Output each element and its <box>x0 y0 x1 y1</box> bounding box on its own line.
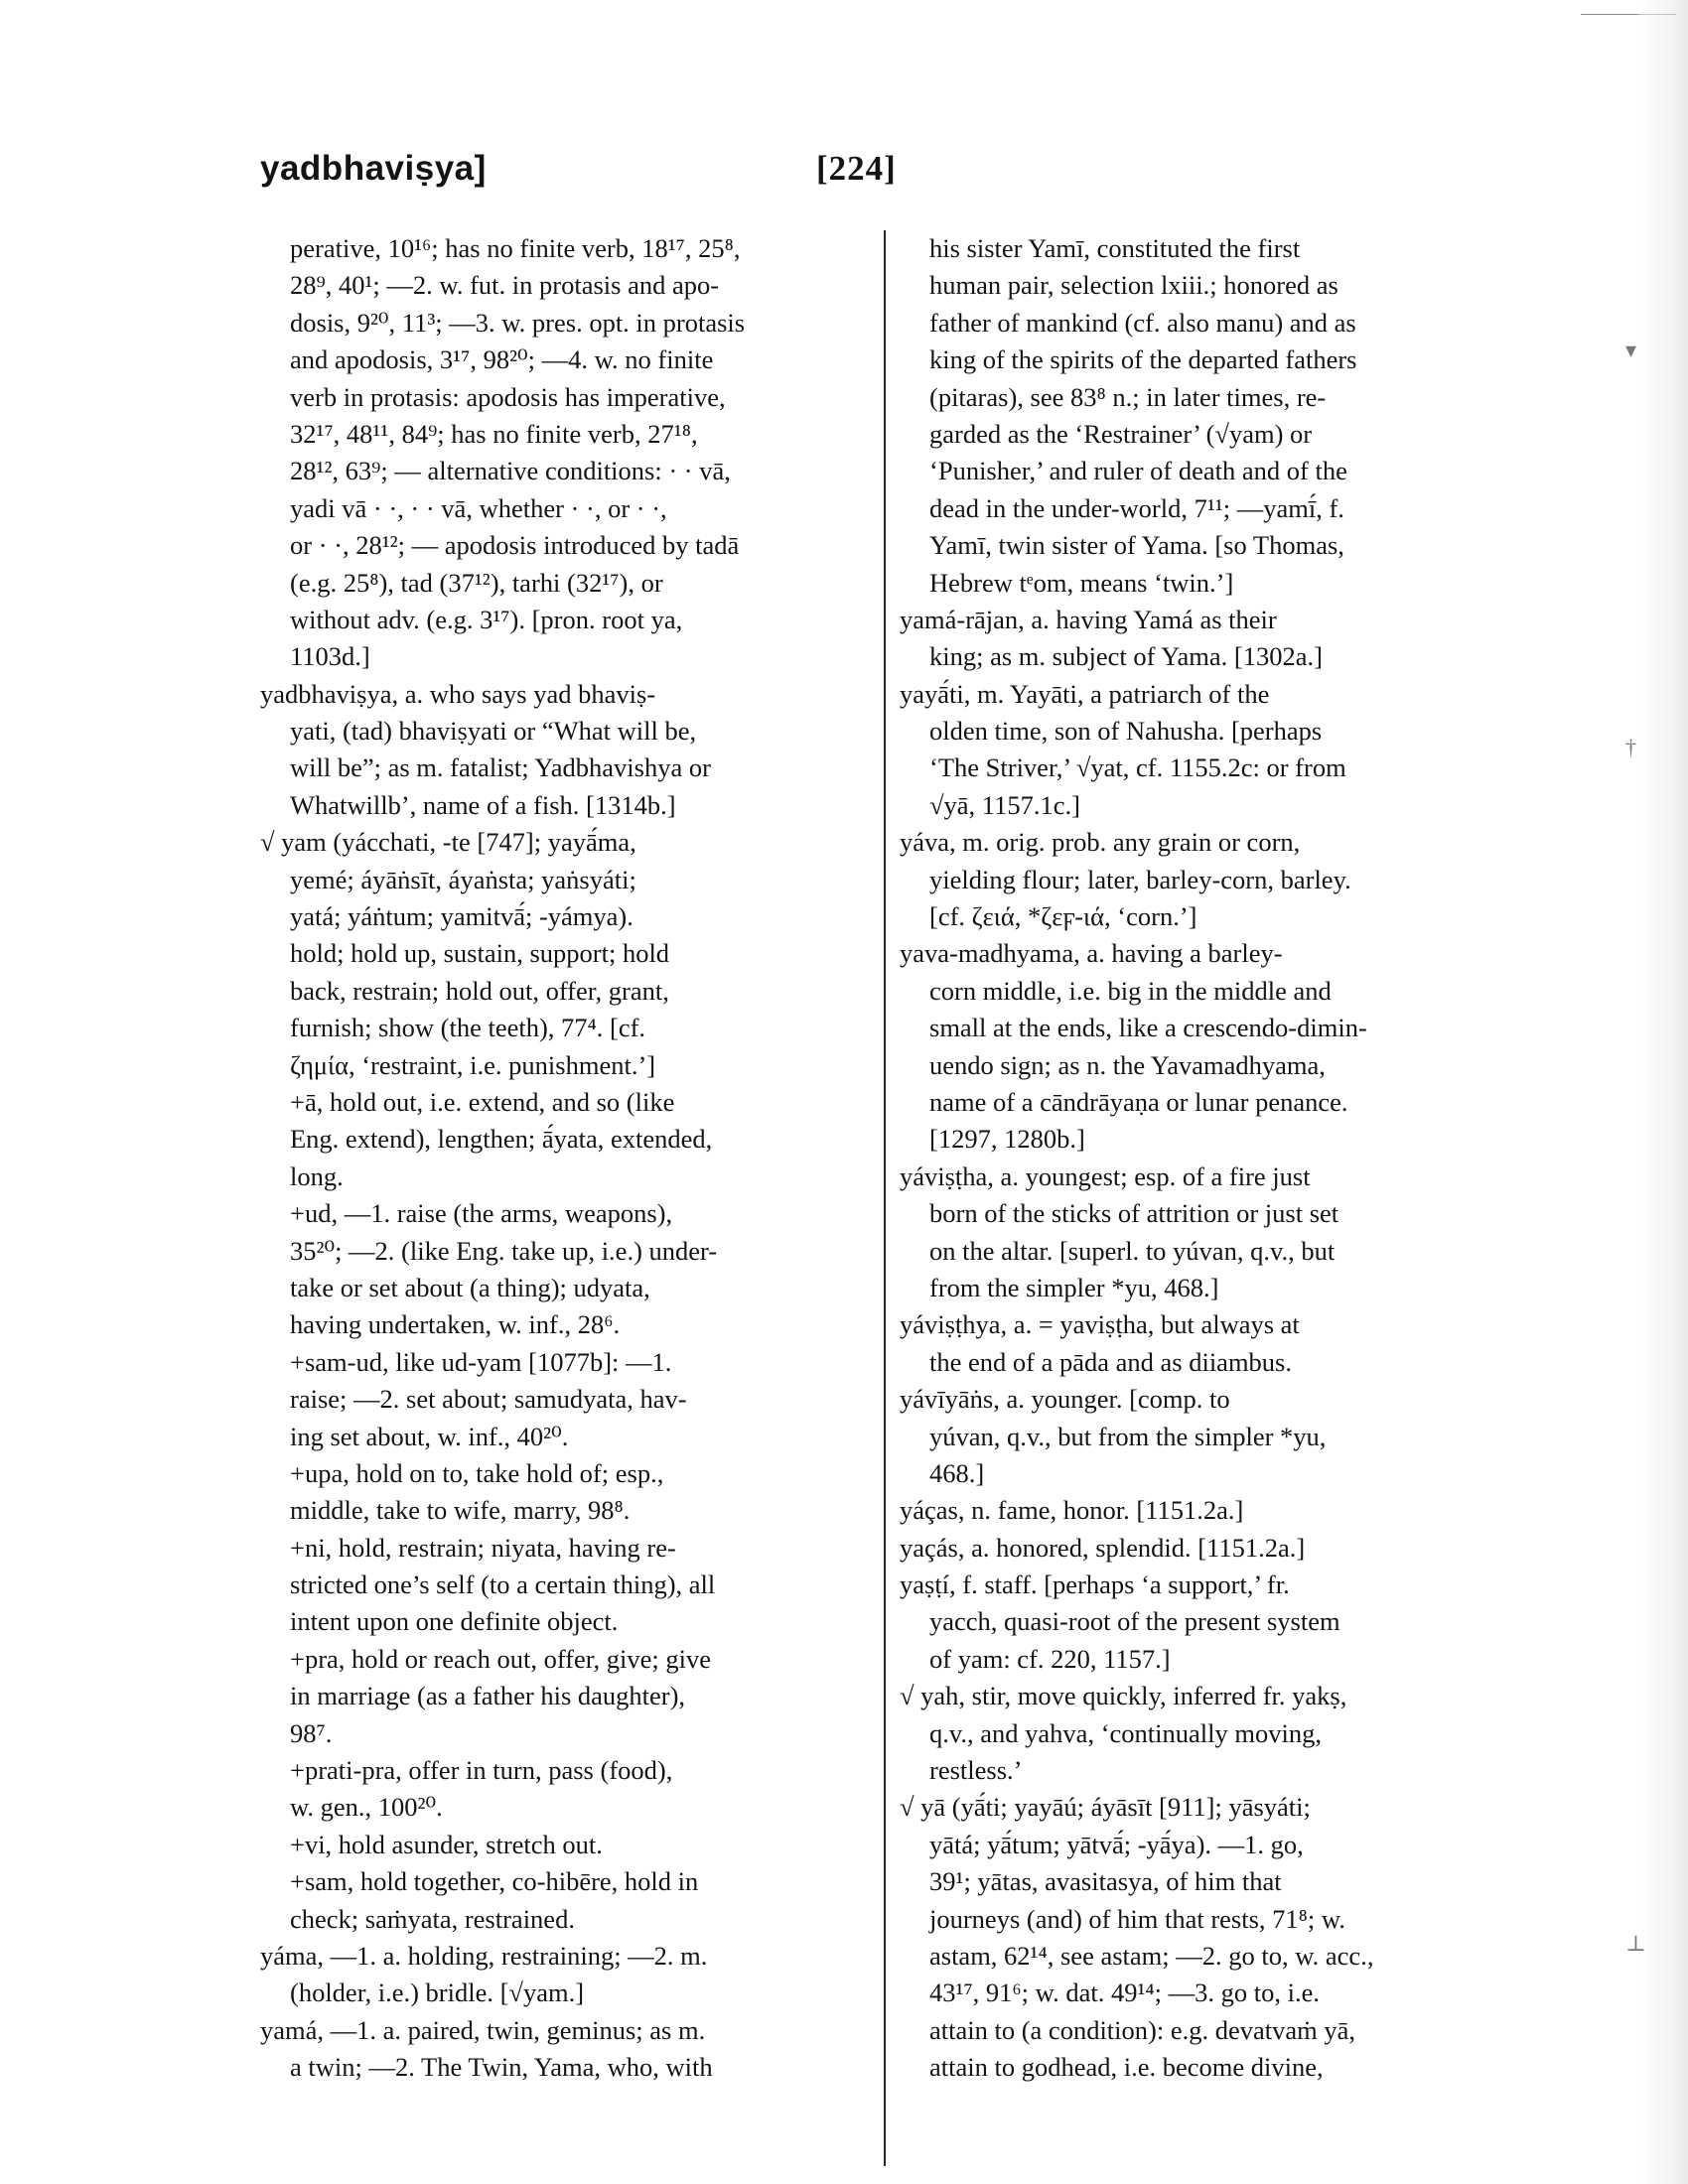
entry-text-line: yielding flour; later, barley-corn, barley. <box>929 864 1351 894</box>
entry-text-line: +prati-pra, offer in turn, pass (food), <box>290 1755 673 1786</box>
entry-headword-line: yaṣṭí, f. staff. [perhaps ‘a support,’ fr. <box>900 1570 1290 1600</box>
left-column <box>260 230 880 2166</box>
entry-text-line: Eng. extend), lengthen; ā́yata, extended, <box>290 1124 713 1155</box>
entry-text-line: yātá; yā́tum; yātvā́; -yā́ya). —1. go, <box>929 1829 1304 1859</box>
entry-text-line: a twin; —2. The Twin, Yama, who, with <box>290 2052 713 2083</box>
entry-headword-line: yáma, —1. a. holding, restraining; —2. m. <box>260 1940 708 1971</box>
entry-text-line: 1103d.] <box>290 641 370 672</box>
entry-text-line: hold; hold up, sustain, support; hold <box>290 938 670 969</box>
margin-mark: † <box>1625 735 1636 759</box>
entry-text-line: +pra, hold or reach out, offer, give; give <box>290 1643 711 1674</box>
entry-headword-line: √ yā (yā́ti; yayāú; áyāsīt [911]; yāsyáti; <box>900 1792 1311 1823</box>
entry-text-line: ing set about, w. inf., 40²⁰. <box>290 1421 569 1451</box>
entry-headword-line: yáviṣṭhya, a. = yaviṣṭha, but always at <box>900 1309 1300 1340</box>
entry-text-line: father of mankind (cf. also manu) and as <box>929 307 1356 338</box>
entry-text-line: 468.] <box>929 1457 985 1488</box>
entry-text-line: yati, (tad) bhaviṣyati or “What will be, <box>290 716 697 747</box>
entry-text-line: 35²⁰; —2. (like Eng. take up, i.e.) under- <box>290 1235 718 1266</box>
entry-text-line: (holder, i.e.) bridle. [√yam.] <box>290 1978 585 2008</box>
entry-headword-line: √ yah, stir, move quickly, inferred fr. yakṣ, <box>900 1681 1347 1711</box>
entry-text-line: +upa, hold on to, take hold of; esp., <box>290 1457 664 1488</box>
entry-headword-line: yávīyāṅs, a. younger. [comp. to <box>900 1384 1230 1415</box>
entry-text-line: in marriage (as a father his daughter), <box>290 1681 686 1711</box>
entry-text-line: uendo sign; as n. the Yavamadhyama, <box>929 1049 1326 1080</box>
entry-text-line: name of a cāndrāyaṇa or lunar penance. <box>929 1086 1348 1117</box>
entry-text-line: human pair, selection lxiii.; honored as <box>929 270 1338 301</box>
entry-text-line: king; as m. subject of Yama. [1302a.] <box>929 641 1323 672</box>
entry-text-line: middle, take to wife, marry, 98⁸. <box>290 1495 631 1526</box>
entry-text-line: back, restrain; hold out, offer, grant, <box>290 975 669 1006</box>
entry-text-line: furnish; show (the teeth), 77⁴. [cf. <box>290 1013 646 1043</box>
entry-headword-line: yamá, —1. a. paired, twin, geminus; as m. <box>260 2014 706 2045</box>
entry-headword-line: yáças, n. fame, honor. [1151.2a.] <box>900 1495 1244 1526</box>
entry-text-line: without adv. (e.g. 3¹⁷). [pron. root ya, <box>290 604 683 634</box>
entry-text-line: 39¹; yātas, avasitasya, of him that <box>929 1866 1282 1897</box>
entry-text-line: garded as the ‘Restrainer’ (√yam) or <box>929 418 1313 449</box>
entry-text-line: 28¹², 63⁹; — alternative conditions: · · vā, <box>290 456 731 486</box>
entry-text-line: small at the ends, like a crescendo-dimin- <box>929 1013 1367 1043</box>
column-divider <box>884 230 886 2166</box>
margin-mark: ▾ <box>1625 338 1637 362</box>
entry-text-line: and apodosis, 3¹⁷, 98²⁰; —4. w. no finite <box>290 344 714 375</box>
entry-text-line: +ud, —1. raise (the arms, weapons), <box>290 1198 673 1229</box>
page-header <box>260 149 1547 203</box>
entry-text-line: verb in protasis: apodosis has imperative, <box>290 381 726 412</box>
margin-mark: ⊥ <box>1625 1931 1646 1956</box>
entry-text-line: 43¹⁷, 91⁶; w. dat. 49¹⁴; —3. go to, i.e. <box>929 1978 1320 2008</box>
entry-text-line: ‘Punisher,’ and ruler of death and of the <box>929 456 1347 486</box>
entry-text-line: attain to (a condition): e.g. devatvaṁ yā, <box>929 2014 1356 2045</box>
entry-text-line: his sister Yamī, constituted the first <box>929 233 1301 263</box>
entry-text-line: of yam: cf. 220, 1157.] <box>929 1643 1171 1674</box>
entry-text-line: born of the sticks of attrition or just set <box>929 1198 1339 1229</box>
entry-text-line: yúvan, q.v., but from the simpler *yu, <box>929 1421 1327 1451</box>
entry-text-line: check; saṁyata, restrained. <box>290 1903 575 1934</box>
guide-word: yadbhaviṣya] <box>260 149 487 188</box>
entry-text-line: +ni, hold, restrain; niyata, having re- <box>290 1532 676 1563</box>
entry-headword-line: yayā́ti, m. Yayāti, a patriarch of the <box>900 678 1270 709</box>
entry-text-line: or · ·, 28¹²; — apodosis introduced by tadā <box>290 530 740 561</box>
entry-text-line: olden time, son of Nahusha. [perhaps <box>929 716 1323 747</box>
entry-text-line: will be”; as m. fatalist; Yadbhavishya or <box>290 752 711 783</box>
entry-text-line: yadi vā · ·, · · vā, whether · ·, or · ·, <box>290 492 667 523</box>
entry-text-line: yacch, quasi-root of the present system <box>929 1606 1340 1637</box>
entry-text-line: +vi, hold asunder, stretch out. <box>290 1829 603 1859</box>
entry-text-line: from the simpler *yu, 468.] <box>929 1272 1219 1302</box>
entry-text-line: [cf. ζειά, *ζεϝ-ιά, ‘corn.’] <box>929 901 1197 932</box>
entry-text-line: 28⁹, 40¹; —2. w. fut. in protasis and apo- <box>290 270 720 301</box>
entry-text-line: q.v., and yahva, ‘continually moving, <box>929 1717 1322 1748</box>
entry-text-line: take or set about (a thing); udyata, <box>290 1272 650 1302</box>
entry-text-line: intent upon one definite object. <box>290 1606 619 1637</box>
entry-text-line: ‘The Striver,’ √yat, cf. 1155.2c: or from <box>929 752 1346 783</box>
page-edge-shading <box>1638 0 1688 2184</box>
entry-text-line: 98⁷. <box>290 1717 333 1748</box>
entry-text-line: dosis, 9²⁰, 11³; —3. w. pres. opt. in protasis <box>290 307 746 338</box>
entry-text-line: journeys (and) of him that rests, 71⁸; w. <box>929 1903 1345 1934</box>
entry-text-line: ζημία, ‘restraint, i.e. punishment.’] <box>290 1049 656 1080</box>
entry-text-line: corn middle, i.e. big in the middle and <box>929 975 1332 1006</box>
entry-text-line: having undertaken, w. inf., 28⁶. <box>290 1309 621 1340</box>
entry-headword-line: yáviṣṭha, a. youngest; esp. of a fire just <box>900 1160 1311 1191</box>
entry-text-line: Yamī, twin sister of Yama. [so Thomas, <box>929 530 1344 561</box>
entry-text-line: king of the spirits of the departed fathers <box>929 344 1357 375</box>
entry-text-line: stricted one’s self (to a certain thing), all <box>290 1570 716 1600</box>
entry-text-line: raise; —2. set about; samudyata, hav- <box>290 1384 687 1415</box>
entry-text-line: perative, 10¹⁶; has no finite verb, 18¹⁷, 25⁸, <box>290 233 741 263</box>
entry-text-line: w. gen., 100²⁰. <box>290 1792 443 1823</box>
entry-text-line: on the altar. [superl. to yúvan, q.v., but <box>929 1235 1336 1266</box>
entry-headword-line: yamá-rājan, a. having Yamá as their <box>900 604 1277 634</box>
entry-headword-line: √ yam (yácchati, -te [747]; yayā́ma, <box>260 827 636 858</box>
entry-headword-line: yadbhaviṣya, a. who says yad bhaviṣ- <box>260 678 656 709</box>
entry-text-line: yemé; áyāṅsīt, áyaṅsta; yaṅsyáti; <box>290 864 636 894</box>
entry-text-line: √yā, 1157.1c.] <box>929 789 1080 820</box>
right-column <box>900 230 1519 2166</box>
entry-text-line: [1297, 1280b.] <box>929 1124 1085 1155</box>
entry-text-line: astam, 62¹⁴, see astam; —2. go to, w. acc., <box>929 1940 1374 1971</box>
entry-text-line: +ā, hold out, i.e. extend, and so (like <box>290 1086 675 1117</box>
entry-text-line: long. <box>290 1160 344 1191</box>
entry-text-line: yatá; yáṅtum; yamitvā́; -yámya). <box>290 901 633 932</box>
page-number: [224] <box>816 149 897 188</box>
entry-text-line: Hebrew tᵉom, means ‘twin.’] <box>929 567 1234 598</box>
entry-text-line: dead in the under-world, 7¹¹; —yamī́, f. <box>929 492 1344 523</box>
entry-text-line: (pitaras), see 83⁸ n.; in later times, re- <box>929 381 1327 412</box>
entry-text-line: 32¹⁷, 48¹¹, 84⁹; has no finite verb, 27¹⁸, <box>290 418 698 449</box>
entry-headword-line: yaçás, a. honored, splendid. [1151.2a.] <box>900 1532 1306 1563</box>
entry-text-line: the end of a pāda and as diiambus. <box>929 1346 1292 1377</box>
entry-text-line: (e.g. 25⁸), tad (37¹²), tarhi (32¹⁷), or <box>290 567 663 598</box>
entry-text-line: attain to godhead, i.e. become divine, <box>929 2052 1324 2083</box>
entry-text-line: restless.’ <box>929 1755 1023 1786</box>
entry-headword-line: yáva, m. orig. prob. any grain or corn, <box>900 827 1301 858</box>
entry-headword-line: yava-madhyama, a. having a barley- <box>900 938 1283 969</box>
entry-text-line: +sam, hold together, co-hibēre, hold in <box>290 1866 699 1897</box>
entry-text-line: +sam-ud, like ud-yam [1077b]: —1. <box>290 1346 672 1377</box>
entry-text-line: Whatwillb’, name of a fish. [1314b.] <box>290 789 676 820</box>
